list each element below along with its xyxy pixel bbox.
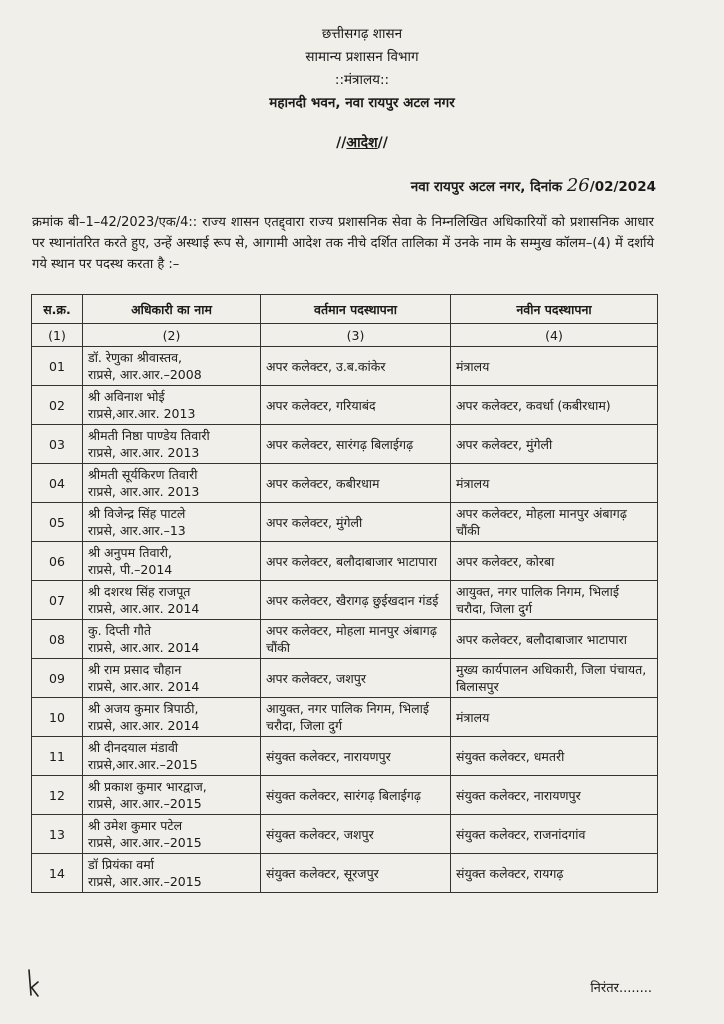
serial-text: 10 xyxy=(49,709,65,725)
officer-name-cell xyxy=(83,464,261,503)
new-posting-cell xyxy=(451,464,658,503)
transfer-table xyxy=(31,294,658,893)
serial-cell xyxy=(32,815,83,854)
officer-name-text: कु. दिप्ती गौते xyxy=(88,623,152,638)
officer-name-cell xyxy=(83,698,261,737)
officer-name-text: श्रीमती निष्ठा पाण्डेय तिवारी xyxy=(88,428,210,443)
officer-name-cell xyxy=(83,737,261,776)
officer-name-text: राप्रसे, आर.आर.–13 xyxy=(88,523,186,538)
table-row xyxy=(32,620,658,659)
new-posting-cell xyxy=(451,347,658,386)
officer-name-cell xyxy=(83,815,261,854)
table-row xyxy=(32,464,658,503)
new-posting-cell xyxy=(451,659,658,698)
serial-cell xyxy=(32,737,83,776)
date-line xyxy=(411,175,656,196)
serial-text: 12 xyxy=(49,787,65,803)
officer-name-cell xyxy=(83,425,261,464)
table-row xyxy=(32,425,658,464)
column-number: (2) xyxy=(83,324,261,347)
officer-name-cell xyxy=(83,659,261,698)
officer-name-cell xyxy=(83,503,261,542)
serial-text: 13 xyxy=(49,826,65,842)
header-serial: स.क्र. xyxy=(32,295,83,324)
serial-text: 14 xyxy=(49,865,65,881)
current-posting-cell xyxy=(261,854,451,893)
officer-name-text: डॉ. रेणुका श्रीवास्तव, xyxy=(88,350,183,365)
new-posting-cell xyxy=(451,854,658,893)
table-row xyxy=(32,581,658,620)
column-number: (3) xyxy=(261,324,451,347)
new-posting-text: अपर कलेक्टर, मोहला मानपुर अंबागढ़ चौंकी xyxy=(456,506,627,538)
new-posting-cell xyxy=(451,542,658,581)
current-posting-cell xyxy=(261,815,451,854)
officer-name-text: राप्रसे, आर.आर. 2014 xyxy=(88,718,200,733)
header-ministry: ::मंत्रालय:: xyxy=(334,72,390,88)
current-posting-text: अपर कलेक्टर, मुंगेली xyxy=(266,514,363,530)
serial-text: 04 xyxy=(49,475,65,491)
serial-text: 01 xyxy=(49,358,65,374)
header-new-posting: नवीन पदस्थापना xyxy=(451,295,658,324)
serial-cell xyxy=(32,698,83,737)
current-posting-cell xyxy=(261,776,451,815)
current-posting-cell xyxy=(261,581,451,620)
new-posting-text: अपर कलेक्टर, कोरबा xyxy=(456,553,555,569)
serial-cell xyxy=(32,854,83,893)
new-posting-cell xyxy=(451,581,658,620)
officer-name-text: राप्रसे,आर.आर.–2015 xyxy=(88,757,198,772)
serial-cell xyxy=(32,542,83,581)
serial-cell xyxy=(32,776,83,815)
table-row xyxy=(32,776,658,815)
new-posting-text: संयुक्त कलेक्टर, धमतरी xyxy=(456,748,565,764)
serial-cell xyxy=(32,347,83,386)
officer-name-text: श्री दशरथ सिंह राजपूत xyxy=(88,584,191,599)
officer-name-text: राप्रसे, आर.आर.–2008 xyxy=(88,367,202,382)
serial-cell xyxy=(32,464,83,503)
new-posting-text: आयुक्त, नगर पालिक निगम, भिलाई चरौदा, जिला दुर्ग xyxy=(456,584,619,616)
new-posting-text: मंत्रालय xyxy=(456,709,490,725)
table-row xyxy=(32,854,658,893)
table-row xyxy=(32,698,658,737)
officer-name-text: श्री उमेश कुमार पटेल xyxy=(88,818,183,833)
new-posting-cell xyxy=(451,620,658,659)
current-posting-cell xyxy=(261,386,451,425)
new-posting-cell xyxy=(451,698,658,737)
current-posting-text: संयुक्त कलेक्टर, सारंगढ़ बिलाईगढ़ xyxy=(266,787,421,803)
new-posting-text: मंत्रालय xyxy=(456,358,490,374)
current-posting-text: अपर कलेक्टर, मोहला मानपुर अंबागढ़ चौंकी xyxy=(266,623,437,655)
officer-name-text: राप्रसे, आर.आर.–2015 xyxy=(88,874,202,889)
header-address: महानदी भवन, नवा रायपुर अटल नगर xyxy=(269,95,455,111)
officer-name-text: राप्रसे,आर.आर. 2013 xyxy=(88,406,196,421)
current-posting-cell xyxy=(261,620,451,659)
header-govt: छत्तीसगढ़ शासन xyxy=(321,26,403,42)
table-row xyxy=(32,542,658,581)
serial-cell xyxy=(32,659,83,698)
serial-text: 09 xyxy=(49,670,65,686)
new-posting-cell xyxy=(451,737,658,776)
current-posting-cell xyxy=(261,737,451,776)
new-posting-text: संयुक्त कलेक्टर, राजनांदगांव xyxy=(456,826,586,842)
current-posting-text: अपर कलेक्टर, खैरागढ़ छुईखदान गंडई xyxy=(266,592,439,608)
current-posting-text: संयुक्त कलेक्टर, जशपुर xyxy=(266,826,374,842)
officer-name-text: राप्रसे, आर.आर. 2014 xyxy=(88,679,200,694)
officer-name-text: राप्रसे, आर.आर.–2015 xyxy=(88,796,202,811)
serial-cell xyxy=(32,620,83,659)
officer-name-text: श्री प्रकाश कुमार भारद्वाज, xyxy=(88,779,207,794)
current-posting-cell xyxy=(261,698,451,737)
margin-pen-mark xyxy=(26,968,40,998)
continued-note: निरंतर........ xyxy=(590,981,652,996)
current-posting-text: अपर कलेक्टर, कबीरधाम xyxy=(266,475,380,491)
current-posting-text: अपर कलेक्टर, उ.ब.कांकेर xyxy=(266,358,386,374)
officer-name-text: श्री अजय कुमार त्रिपाठी, xyxy=(88,701,199,716)
officer-name-text: श्री राम प्रसाद चौहान xyxy=(88,662,182,677)
order-title-word: आदेश xyxy=(346,135,378,151)
header-department: सामान्य प्रशासन विभाग xyxy=(305,49,419,65)
order-title-right: // xyxy=(377,135,388,151)
officer-name-text: राप्रसे, आर.आर. 2014 xyxy=(88,640,200,655)
order-title xyxy=(0,133,724,152)
officer-name-text: श्री दीनदयाल मंडावी xyxy=(88,740,179,755)
date-place: नवा रायपुर अटल नगर, दिनांक xyxy=(410,179,563,195)
table-header-row xyxy=(32,295,658,324)
current-posting-text: संयुक्त कलेक्टर, नारायणपुर xyxy=(266,748,391,764)
serial-text: 02 xyxy=(49,397,65,413)
current-posting-cell xyxy=(261,425,451,464)
order-title-left: // xyxy=(336,135,347,151)
serial-text: 05 xyxy=(49,514,65,530)
new-posting-text: मंत्रालय xyxy=(456,475,490,491)
table-row xyxy=(32,503,658,542)
column-number-row xyxy=(32,324,658,347)
serial-cell xyxy=(32,581,83,620)
officer-name-text: श्री अनुपम तिवारी, xyxy=(88,545,172,560)
officer-name-cell xyxy=(83,620,261,659)
serial-text: 11 xyxy=(49,748,65,764)
order-paragraph: क्रमांक बी–1–42/2023/एक/4:: राज्य शासन एतद्द्वारा राज्य प्रशासनिक सेवा के निम्नलिखित अधिकारियों को प्रशासनिक आधार पर स्थानांतरित करते हुए, उन्हें अस्थाई रूप से, आगामी आदेश तक नीचे दर्शित तालिका में उनके नाम के सम्मुख कॉलम–(4) में दर्शाये गये स्थान पर पदस्थ करता है :– xyxy=(32,215,654,272)
current-posting-text: अपर कलेक्टर, सारंगढ़ बिलाईगढ़ xyxy=(266,436,414,452)
officer-name-cell xyxy=(83,776,261,815)
current-posting-text: आयुक्त, नगर पालिक निगम, भिलाई चरौदा, जिला दुर्ग xyxy=(266,701,429,733)
new-posting-text: अपर कलेक्टर, मुंगेली xyxy=(456,436,553,452)
officer-name-text: श्रीमती सूर्यकिरण तिवारी xyxy=(88,467,198,482)
table-row xyxy=(32,815,658,854)
new-posting-text: संयुक्त कलेक्टर, रायगढ़ xyxy=(456,865,564,881)
current-posting-text: अपर कलेक्टर, बलौदाबाजार भाटापारा xyxy=(266,553,437,569)
serial-cell xyxy=(32,425,83,464)
new-posting-cell xyxy=(451,425,658,464)
officer-name-cell xyxy=(83,854,261,893)
officer-name-text: राप्रसे, पी.–2014 xyxy=(88,562,173,577)
column-number: (4) xyxy=(451,324,658,347)
current-posting-cell xyxy=(261,659,451,698)
header-current-posting: वर्तमान पदस्थापना xyxy=(261,295,451,324)
new-posting-text: अपर कलेक्टर, बलौदाबाजार भाटापारा xyxy=(456,631,627,647)
new-posting-cell xyxy=(451,386,658,425)
serial-text: 08 xyxy=(49,631,65,647)
current-posting-cell xyxy=(261,464,451,503)
new-posting-cell xyxy=(451,503,658,542)
officer-name-text: श्री विजेन्द्र सिंह पाटले xyxy=(88,506,186,521)
new-posting-cell xyxy=(451,776,658,815)
officer-name-text: राप्रसे, आर.आर.–2015 xyxy=(88,835,202,850)
serial-text: 06 xyxy=(49,553,65,569)
date-month-year: /02/2024 xyxy=(589,179,656,195)
current-posting-text: अपर कलेक्टर, गरियाबंद xyxy=(266,397,376,413)
officer-name-text: राप्रसे, आर.आर. 2014 xyxy=(88,601,200,616)
table-row xyxy=(32,737,658,776)
table-row xyxy=(32,386,658,425)
new-posting-cell xyxy=(451,815,658,854)
new-posting-text: मुख्य कार्यपालन अधिकारी, जिला पंचायत, बिलासपुर xyxy=(456,662,647,694)
serial-text: 07 xyxy=(49,592,65,608)
officer-name-text: राप्रसे, आर.आर. 2013 xyxy=(88,445,200,460)
current-posting-cell xyxy=(261,542,451,581)
column-number: (1) xyxy=(32,324,83,347)
officer-name-cell xyxy=(83,386,261,425)
new-posting-text: अपर कलेक्टर, कवर्धा (कबीरधाम) xyxy=(456,397,611,413)
current-posting-text: संयुक्त कलेक्टर, सूरजपुर xyxy=(266,865,379,881)
table-row xyxy=(32,347,658,386)
officer-name-text: राप्रसे, आर.आर. 2013 xyxy=(88,484,200,499)
officer-name-text: श्री अविनाश भोई xyxy=(88,389,165,404)
current-posting-text: अपर कलेक्टर, जशपुर xyxy=(266,670,366,686)
serial-cell xyxy=(32,503,83,542)
officer-name-cell xyxy=(83,542,261,581)
header-officer-name: अधिकारी का नाम xyxy=(83,295,261,324)
officer-name-text: डॉ प्रियंका वर्मा xyxy=(88,857,154,872)
date-day-handwritten: 26 xyxy=(566,175,590,196)
current-posting-cell xyxy=(261,503,451,542)
officer-name-cell xyxy=(83,347,261,386)
table-row xyxy=(32,659,658,698)
serial-cell xyxy=(32,386,83,425)
current-posting-cell xyxy=(261,347,451,386)
new-posting-text: संयुक्त कलेक्टर, नारायणपुर xyxy=(456,787,581,803)
serial-text: 03 xyxy=(49,436,65,452)
officer-name-cell xyxy=(83,581,261,620)
